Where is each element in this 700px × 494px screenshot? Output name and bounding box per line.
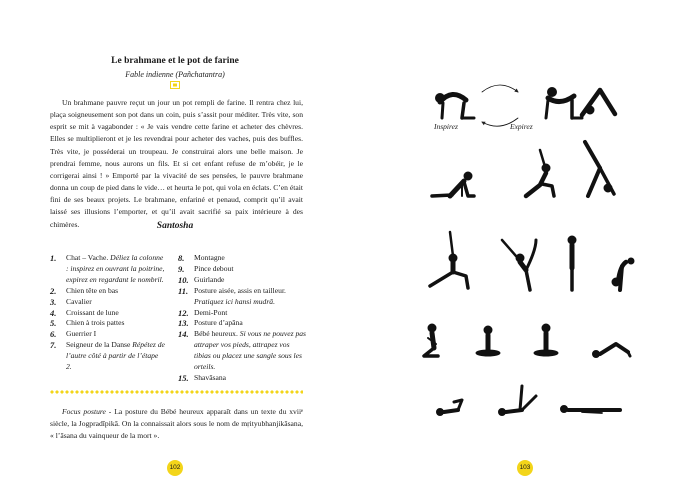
divider-diamond bbox=[260, 390, 264, 394]
divider-diamond bbox=[210, 390, 214, 394]
pose-number: 4. bbox=[50, 307, 57, 318]
divider-diamond bbox=[110, 390, 114, 394]
divider-diamond bbox=[135, 390, 139, 394]
divider-diamond bbox=[300, 390, 303, 394]
pose-number: 3. bbox=[50, 296, 57, 307]
divider-diamond bbox=[235, 390, 239, 394]
pose-list-item bbox=[178, 253, 308, 264]
pose-number: 15. bbox=[178, 372, 189, 383]
standing-forward-fold-icon bbox=[612, 258, 634, 290]
yellow-square-ornament-icon bbox=[170, 81, 180, 89]
pose-name: Shavāsana bbox=[194, 372, 227, 382]
pose-name: Croissant de lune bbox=[66, 307, 119, 317]
divider-diamond bbox=[265, 390, 269, 394]
pose-name: Guirlande bbox=[194, 274, 225, 284]
pose-list-item bbox=[178, 318, 308, 329]
label-exhale: Expirez bbox=[510, 122, 533, 131]
lord-of-dance-icon bbox=[502, 240, 536, 290]
mountain-pose-icon bbox=[568, 236, 576, 290]
divider-diamond bbox=[185, 390, 189, 394]
pose-name: Seigneur de la Danse Répétez de l’autre côté à partir de l’étape 2. bbox=[66, 340, 165, 372]
divider-diamond bbox=[105, 390, 109, 394]
pose-name: Montagne bbox=[194, 253, 225, 262]
pose-name: Demi-Pont bbox=[194, 307, 228, 317]
divider-diamond bbox=[270, 390, 274, 394]
easy-pose-icon bbox=[476, 326, 500, 356]
fable-subtitle: Fable indienne (Pañchatantra) bbox=[125, 70, 225, 79]
pose-note: Déliez la colonne : inspirez en ouvrant la poitrine, expirez en regardant le nombril. bbox=[66, 253, 165, 284]
pose-note: Si vous ne pouvez pas attraper vos pieds, attrapez vos tibias ou placez une sangle sous les orteils. bbox=[194, 329, 306, 372]
pose-number: 14. bbox=[178, 329, 189, 340]
happy-baby-icon bbox=[499, 386, 537, 416]
divider-diamond bbox=[200, 390, 204, 394]
pose-list-item bbox=[178, 308, 308, 319]
pose-list-item bbox=[178, 275, 308, 286]
divider-diamond bbox=[225, 390, 229, 394]
pose-number: 10. bbox=[178, 274, 189, 285]
divider-diamond bbox=[55, 390, 59, 394]
pose-number: 9. bbox=[178, 263, 185, 274]
focus-posture-text bbox=[50, 406, 303, 443]
section-title: Santosha bbox=[156, 221, 194, 231]
focus-label: Focus posture bbox=[62, 407, 106, 416]
pose-list-item bbox=[50, 253, 165, 286]
divider-diamond bbox=[130, 390, 134, 394]
divider-diamond bbox=[75, 390, 79, 394]
divider-diamond bbox=[295, 390, 299, 394]
pose-illustrations bbox=[350, 0, 700, 494]
divider-diamond bbox=[165, 390, 169, 394]
divider-diamond bbox=[290, 390, 294, 394]
divider-diamond bbox=[145, 390, 149, 394]
page-number-right: 103 bbox=[517, 460, 533, 476]
divider-diamond bbox=[120, 390, 124, 394]
divider-diamond bbox=[220, 390, 224, 394]
divider-diamond bbox=[85, 390, 89, 394]
page-number-left: 102 bbox=[167, 460, 183, 476]
pose-name: Posture d’apāna bbox=[194, 318, 243, 328]
divider-diamond bbox=[240, 390, 244, 394]
pose-list-col1 bbox=[50, 253, 165, 373]
divider-diamond bbox=[285, 390, 289, 394]
label-inhale: Inspirez bbox=[434, 122, 458, 131]
divider-diamond bbox=[100, 390, 104, 394]
divider-diamond bbox=[60, 390, 64, 394]
apana-pose-icon bbox=[437, 400, 463, 416]
divider-diamond bbox=[125, 390, 129, 394]
pose-number: 13. bbox=[178, 318, 189, 329]
shavasana-icon bbox=[561, 406, 621, 414]
pose-number: 11. bbox=[178, 285, 189, 296]
right-page bbox=[350, 0, 700, 494]
pose-list-item bbox=[178, 264, 308, 275]
divider-diamond bbox=[160, 390, 164, 394]
divider-diamond bbox=[70, 390, 74, 394]
divider-diamond bbox=[155, 390, 159, 394]
pose-list-item bbox=[178, 286, 308, 308]
pose-name: Chien tête en bas bbox=[66, 285, 119, 295]
pose-number: 12. bbox=[178, 307, 189, 318]
pose-number: 2. bbox=[50, 285, 57, 296]
pose-number: 1. bbox=[50, 253, 57, 263]
fable-title: Le brahmane et le pot de farine bbox=[111, 56, 239, 66]
downward-dog-icon bbox=[582, 90, 615, 115]
divider-diamond bbox=[215, 390, 219, 394]
divider-diamond bbox=[205, 390, 209, 394]
divider-diamond bbox=[280, 390, 284, 394]
divider-diamond bbox=[95, 390, 99, 394]
pose-name: Cavalier bbox=[66, 296, 92, 306]
fable-text: Un brahmane pauvre reçut un jour un pot rempli de farine. Il rentra chez lui, plaça soigneusement son pot dans un coin, puis s’assit pour méditer. Très vite, son esprit se mit à vagabonder : « Je vais vendre cette farine et acheter des chèvres. Elles se multiplieront et je les revendrai pour acheter des vaches, puis des buffles. Très vite, je posséderai un troupeau. Je construirai alors une belle maison. Je prendrai femme, nous aurons un fils. Et si cet enfant refuse de m’obéir, je le corrigerai ainsi ! » Emporté par la vivacité de ses pensées, le pauvre brahmane donna un coup de pied dans le vide… et heurta le pot, qui vola en éclats. C’en était fini de ses beaux projets. Le brahmane, enfariné et penaud, comprit qu’il avait laissé ses illusions l’emporter, et qu’il avait sacrifié sa paix intérieure à des chimères. bbox=[50, 98, 303, 229]
focus-body: - La posture du Bébé heureux apparaît dans un texte du xviiᵉ siècle, la Jogpradīpikā. On la connaissait alors sous le nom de mṛityubhanjikāsana, « l’āsana du vainqueur de la mort ». bbox=[50, 407, 303, 441]
pose-list-item bbox=[50, 329, 165, 340]
divider-diamond bbox=[175, 390, 179, 394]
divider-diamond bbox=[150, 390, 154, 394]
divider-diamond bbox=[190, 390, 194, 394]
pose-list-item bbox=[50, 318, 165, 329]
pose-list-item bbox=[50, 286, 165, 297]
divider-diamond bbox=[275, 390, 279, 394]
divider-diamond bbox=[140, 390, 144, 394]
pose-list-item bbox=[178, 373, 308, 384]
divider-diamond bbox=[250, 390, 254, 394]
divider-diamond bbox=[195, 390, 199, 394]
three-legged-dog-icon bbox=[585, 142, 614, 196]
divider-diamond bbox=[255, 390, 259, 394]
crescent-moon-icon bbox=[526, 150, 554, 196]
divider-diamond bbox=[245, 390, 249, 394]
pose-name: Bébé heureux. Si vous ne pouvez pas attraper vos pieds, attrapez vos tibias ou placez une sangle sous les orteils. bbox=[194, 329, 306, 372]
divider-diamond bbox=[90, 390, 94, 394]
cow-pose-icon bbox=[546, 88, 582, 119]
pose-list-col2 bbox=[178, 253, 308, 384]
pose-list-item bbox=[50, 340, 165, 373]
cat-pose-icon bbox=[436, 94, 475, 119]
apana-pose-easy-icon bbox=[534, 324, 558, 356]
divider-diamond bbox=[170, 390, 174, 394]
pose-name: Posture aisée, assis en tailleur. Pratiquez ici hansi mudrā. bbox=[194, 285, 286, 306]
pose-number: 7. bbox=[50, 340, 57, 351]
pose-list-item bbox=[178, 329, 308, 373]
pose-note: Répétez de l’autre côté à partir de l’étape 2. bbox=[66, 340, 165, 372]
divider-diamond bbox=[50, 390, 54, 394]
diamond-divider bbox=[50, 390, 303, 394]
divider-diamond bbox=[230, 390, 234, 394]
garland-pose-icon bbox=[424, 324, 438, 356]
pose-name: Chat – Vache. Déliez la colonne : inspirez en ouvrant la poitrine, expirez en regardant le nombril. bbox=[66, 253, 165, 284]
half-bridge-icon bbox=[593, 344, 631, 358]
divider-diamond bbox=[180, 390, 184, 394]
divider-diamond bbox=[65, 390, 69, 394]
pose-name: Guerrier I bbox=[66, 329, 97, 339]
pose-number: 8. bbox=[178, 253, 185, 263]
pose-list-item bbox=[50, 297, 165, 308]
pose-number: 5. bbox=[50, 318, 57, 329]
warrior-one-icon bbox=[430, 232, 468, 288]
divider-diamond bbox=[80, 390, 84, 394]
rider-pose-icon bbox=[432, 172, 474, 196]
divider-diamond bbox=[115, 390, 119, 394]
pose-note: Pratiquez ici hansi mudrā. bbox=[194, 296, 275, 306]
pose-number: 6. bbox=[50, 329, 57, 340]
pose-name: Chien à trois pattes bbox=[66, 318, 125, 328]
pose-name: Pince debout bbox=[194, 263, 234, 273]
pose-list-item bbox=[50, 308, 165, 319]
